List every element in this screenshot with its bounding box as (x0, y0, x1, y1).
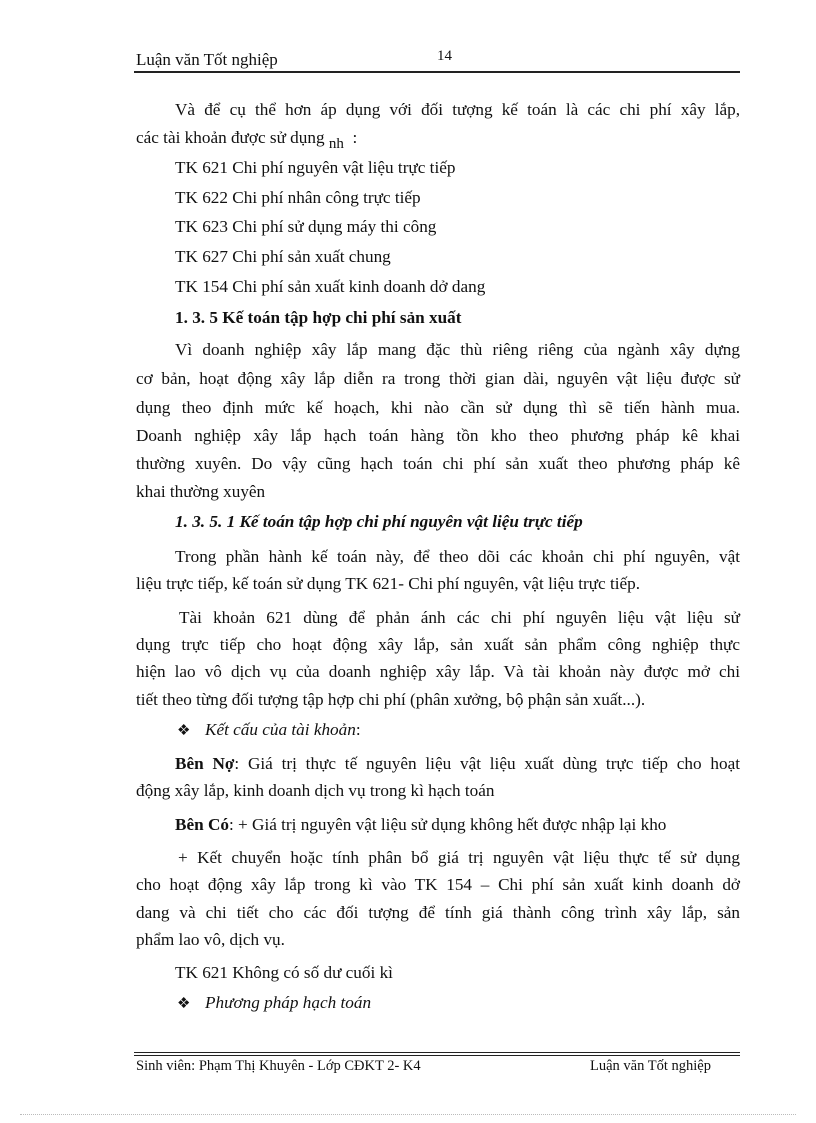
section-heading-135: 1. 3. 5 Kế toán tập hợp chi phí sản xuất (175, 308, 462, 327)
section-heading-1351: 1. 3. 5. 1 Kế toán tập hợp chi phí nguyên vật liệu trực tiếp (175, 512, 583, 531)
tk621-balance: TK 621 Không có số dư cuối kì (175, 963, 393, 982)
p1-line-4: Doanh nghiệp xây lắp hạch toán hàng tồn kho theo phương pháp kê khai (136, 426, 740, 445)
footer-title: Luận văn Tốt nghiệp (590, 1058, 711, 1074)
credit-line-2: + Kết chuyển hoặc tính phân bổ giá trị nguyên vật liệu thực tế sử dụng (178, 848, 740, 867)
p2-line-2: liệu trực tiếp, kế toán sử dụng TK 621- Chi phí nguyên, vật liệu trực tiếp. (136, 574, 641, 593)
diamond-bullet-icon: ❖ (177, 723, 191, 739)
footer-divider (134, 1052, 740, 1053)
bullet-accounting-method-text: Phương pháp hạch toán (205, 993, 372, 1012)
bullet-accounting-method (177, 992, 781, 1015)
credit-text: : + Giá trị nguyên vật liệu sử dụng không hết được nhập lại kho (228, 815, 667, 834)
credit-line-4: dang và chi tiết cho các đối tượng để tính giá thành công trình xây lắp, sản (136, 903, 740, 922)
p3-line-2: dụng trực tiếp cho hoạt động xây lắp, sản xuất sản phẩm công nghiệp thực (136, 635, 740, 654)
page-number: 14 (437, 48, 452, 64)
p2-line-1: Trong phần hành kế toán này, để theo dõi các khoản chi phí nguyên, vật (175, 547, 740, 566)
account-tk622: TK 622 Chi phí nhân công trực tiếp (175, 188, 421, 207)
account-tk623: TK 623 Chi phí sử dụng máy thi công (175, 217, 437, 236)
p3-line-4: tiết theo từng đối tượng tập hợp chi phí (phân xưởng, bộ phận sản xuất...). (136, 690, 646, 709)
diamond-bullet-icon: ❖ (177, 996, 191, 1012)
p1-line-3: dụng theo định mức kế hoạch, khi nào cần sử dụng thì sẽ tiến hành mua. (136, 398, 740, 417)
account-tk154: TK 154 Chi phí sản xuất kinh doanh dở dang (175, 277, 486, 296)
p3-line-1: Tài khoản 621 dùng để phản ánh các chi phí nguyên liệu vật liệu sử (179, 608, 740, 627)
credit-line-1 (175, 814, 779, 836)
credit-label: Bên Có (175, 815, 229, 834)
intro-line-2-end: : (352, 128, 358, 147)
p1-line-1: Vì doanh nghiệp xây lắp mang đặc thù riêng riêng của ngành xây dựng (175, 340, 740, 359)
credit-line-3: cho hoạt động xây lắp trong kì vào TK 154 – Chi phí sản xuất kinh doanh dở (136, 875, 740, 894)
debit-line-2: động xây lắp, kinh doanh dịch vụ trong kì hạch toán (136, 781, 495, 800)
bullet-account-structure-text: Kết cấu của tài khoản (205, 720, 356, 739)
intro-line-2-text: các tài khoản được sử dụng (136, 128, 325, 147)
page-bottom-edge (20, 1114, 796, 1115)
debit-label: Bên Nợ (175, 754, 235, 773)
account-tk627: TK 627 Chi phí sản xuất chung (175, 247, 391, 266)
intro-line-2 (136, 127, 740, 150)
credit-line-5: phẩm lao vô, dịch vụ. (136, 930, 285, 949)
footer-student: Sinh viên: Phạm Thị Khuyên - Lớp CĐKT 2- K4 (136, 1058, 421, 1074)
intro-line-2-mark: nh (328, 136, 344, 152)
debit-text: : Giá trị thực tế nguyên liệu vật liệu xuất dùng trực tiếp cho hoạt (234, 754, 740, 773)
bullet-account-structure-colon: : (355, 720, 361, 739)
header-title: Luận văn Tốt nghiệp (136, 50, 278, 69)
debit-line-1 (175, 753, 740, 775)
p1-line-2: cơ bản, hoạt động xây lắp diễn ra trong thời gian dài, nguyên vật liệu được sử (136, 369, 740, 388)
bullet-account-structure (177, 719, 781, 742)
account-tk621: TK 621 Chi phí nguyên vật liệu trực tiếp (175, 158, 456, 177)
intro-line-1: Và để cụ thể hơn áp dụng với đối tượng kế toán là các chi phí xây lắp, (175, 100, 740, 119)
p1-line-6: khai thường xuyên (136, 482, 266, 501)
header-divider (134, 71, 740, 73)
footer-divider-2 (134, 1055, 740, 1056)
p1-line-5: thường xuyên. Do vậy cũng hạch toán chi phí sản xuất theo phương pháp kê (136, 454, 740, 473)
p3-line-3: hiện lao vô dịch vụ của doanh nghiệp xây lắp. Và tài khoản này được mở chi (136, 662, 740, 681)
